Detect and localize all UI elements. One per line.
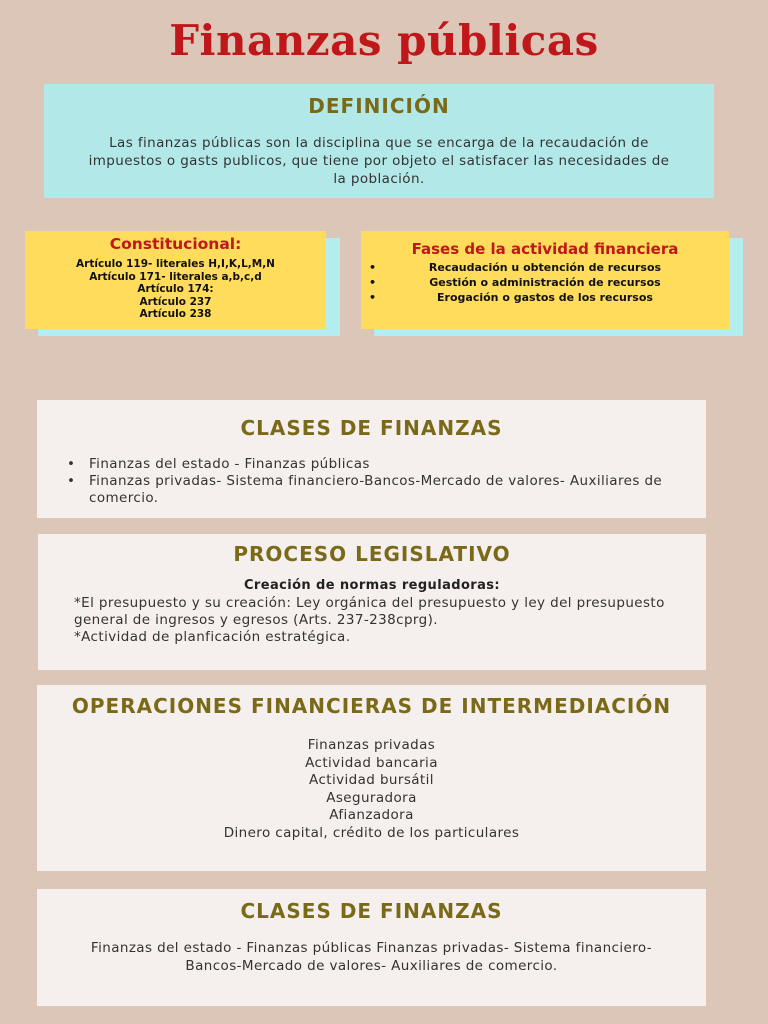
clases2-heading: CLASES DE FINANZAS [240,899,503,923]
operaciones-panel [37,685,706,871]
operaciones-item: Dinero capital, crédito de los particulares [223,824,520,841]
definition-heading: DEFINICIÓN [308,94,450,118]
clases-item-text: Finanzas del estado - Finanzas públicas [89,456,370,472]
operaciones-item: Actividad bursátil [309,772,434,788]
constitutional-card [25,231,326,329]
phases-item-text: Gestión o administración de recursos [429,276,661,289]
constitutional-list [25,258,326,321]
clases-panel [37,400,706,518]
operaciones-item: Aseguradora [326,789,417,806]
clases2-panel [37,889,706,1006]
constitutional-item: Artículo 171- literales a,b,c,d [89,270,262,283]
operaciones-item: Afianzadora [329,807,414,823]
phases-item-text: Erogación o gastos de los recursos [437,291,653,304]
phases-heading: Fases de la actividad financiera [411,240,679,258]
clases2-text: Finanzas del estado - Finanzas públicas Finanzas privadas- Sistema financiero-Bancos-Mercado de valores- Auxiliares de comercio. [90,940,653,974]
phases-card [361,231,729,329]
proceso-heading: PROCESO LEGISLATIVO [233,542,511,566]
clases-heading: CLASES DE FINANZAS [240,416,503,440]
bullet-icon: • [369,261,377,274]
operaciones-item: Finanzas privadas [307,737,436,753]
constitutional-heading: Constitucional: [109,235,242,253]
bullet-icon: • [369,276,377,289]
operaciones-heading: OPERACIONES FINANCIERAS DE INTERMEDIACIÓN [71,694,672,718]
clases-item [67,456,676,473]
clases-item [67,473,676,507]
constitutional-item: Artículo 237 [139,295,212,308]
phases-list [361,260,729,305]
operaciones-item: Actividad bancaria [305,754,438,771]
phases-item-text: Recaudación u obtención de recursos [428,261,662,274]
proceso-line: *Actividad de planficación estratégica. [74,629,351,645]
definition-text: Las finanzas públicas son la disciplina que se encarga de la recaudación de impuestos o gasts publicos, que tiene por objeto el satisfacer las necesidades de la población. [88,135,670,187]
phases-item [361,290,729,305]
bullet-icon: • [67,456,76,472]
clases-item-text: Finanzas privadas- Sistema financiero-Bancos-Mercado de valores- Auxiliares de comercio. [89,473,663,506]
constitutional-item: Artículo 238 [139,308,212,320]
bullet-icon: • [67,473,76,489]
constitutional-item: Artículo 119- literales H,I,K,L,M,N [76,258,275,270]
proceso-subheading: Creación de normas reguladoras: [243,578,501,593]
phases-item [361,275,729,290]
phases-item [361,260,729,275]
bullet-icon: • [369,291,377,304]
clases-list [67,456,676,507]
operaciones-list [37,737,706,842]
page-title: Finanzas públicas [169,16,599,65]
proceso-line: *El presupuesto y su creación: Ley orgánica del presupuesto y ley del presupuesto general de ingresos y egresos (Arts. 237-238cprg). [74,595,665,628]
definition-box [44,84,714,198]
constitutional-item: Artículo 174: [137,283,214,295]
proceso-panel [38,534,706,670]
